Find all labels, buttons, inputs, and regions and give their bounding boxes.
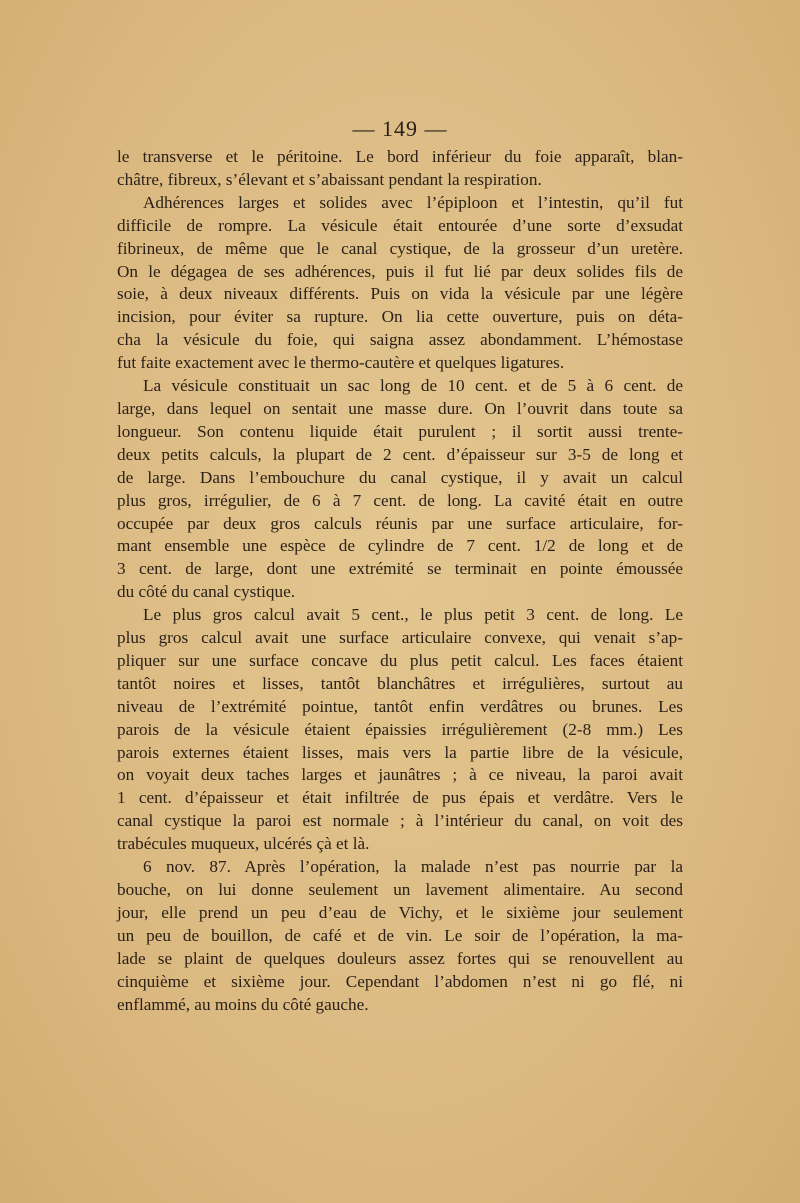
text-line: lade se plaint de quelques douleurs assez fortes qui se renouvellent au [117,948,683,968]
body-text [117,146,683,1016]
text-line: le transverse et le péritoine. Le bord inférieur du foie apparaît, blan- [117,147,683,166]
text-line: du côté du canal cystique. [117,582,296,602]
text-line: occupée par deux gros calculs réunis par une surface articulaire, for- [117,513,683,533]
text-line: 3 cent. de large, dont une extrémité se terminait en pointe émoussée [117,559,683,579]
text-line: 6 nov. 87. Après l’opération, la malade n’est pas nourrie par la [143,857,683,877]
text-line: fibrineux, de même que le canal cystique, de la grosseur d’un uretère. [117,238,683,258]
text-line: un peu de bouillon, de café et de vin. Le soir de l’opération, la ma- [117,925,683,945]
text-line: plus gros calcul avait une surface articulaire convexe, qui venait s’ap- [117,628,683,648]
text-line: mant ensemble une espèce de cylindre de 7 cent. 1/2 de long et de [117,536,683,556]
text-line: cha la vésicule du foie, qui saigna assez abondamment. L’hémostase [117,330,683,350]
text-line: cinquième et sixième jour. Cependant l’abdomen n’est ni go flé, ni [117,971,683,991]
text-line: Adhérences larges et solides avec l’épiploon et l’intestin, qu’il fut [143,192,683,212]
text-line: longueur. Son contenu liquide était purulent ; il sortit aussi trente- [117,421,683,441]
text-line: châtre, fibreux, s’élevant et s’abaissant pendant la respiration. [117,169,542,189]
text-line: La vésicule constituait un sac long de 10 cent. et de 5 à 6 cent. de [143,376,683,396]
text-line: difficile de rompre. La vésicule était entourée d’une sorte d’exsudat [117,215,683,235]
text-line: parois externes étaient lisses, mais vers la partie libre de la vésicule, [117,742,683,762]
text-line: fut faite exactement avec le thermo-cautère et quelques ligatures. [117,353,565,373]
text-line: jour, elle prend un peu d’eau de Vichy, et le sixième jour seulement [117,902,683,922]
text-line: on voyait deux taches larges et jaunâtres ; à ce niveau, la paroi avait [117,765,683,785]
text-line: Le plus gros calcul avait 5 cent., le plus petit 3 cent. de long. Le [143,605,683,625]
text-line: On le dégagea de ses adhérences, puis il fut lié par deux solides fils de [117,261,683,281]
page-number: — 149 — [352,116,448,141]
text-line: deux petits calculs, la plupart de 2 cent. d’épaisseur sur 3-5 de long et [117,444,683,464]
text-line: incision, pour éviter sa rupture. On lia cette ouverture, puis on déta- [117,307,683,327]
text-line: niveau de l’extrémité pointue, tantôt enfin verdâtres ou brunes. Les [117,696,683,716]
text-line: de large. Dans l’embouchure du canal cystique, il y avait un calcul [117,467,683,487]
text-line: pliquer sur une surface concave du plus petit calcul. Les faces étaient [117,650,683,670]
text-line: large, dans lequel on sentait une masse dure. On l’ouvrit dans toute sa [117,398,683,418]
text-line: enflammé, au moins du côté gauche. [117,994,369,1014]
text-line: canal cystique la paroi est normale ; à l’intérieur du canal, on voit des [117,811,683,831]
text-line: bouche, on lui donne seulement un lavement alimentaire. Au second [117,880,683,899]
text-line: trabécules muqueux, ulcérés çà et là. [117,834,370,854]
text-line: soie, à deux niveaux différents. Puis on vida la vésicule par une légère [117,284,683,304]
text-line: 1 cent. d’épaisseur et était infiltrée de pus épais et verdâtre. Vers le [117,788,683,808]
text-line: parois de la vésicule étaient épaissies irrégulièrement (2-8 mm.) Les [117,719,683,739]
text-line: tantôt noires et lisses, tantôt blanchâtres et irrégulières, surtout au [117,673,683,693]
text-line: plus gros, irrégulier, de 6 à 7 cent. de long. La cavité était en outre [117,490,683,510]
